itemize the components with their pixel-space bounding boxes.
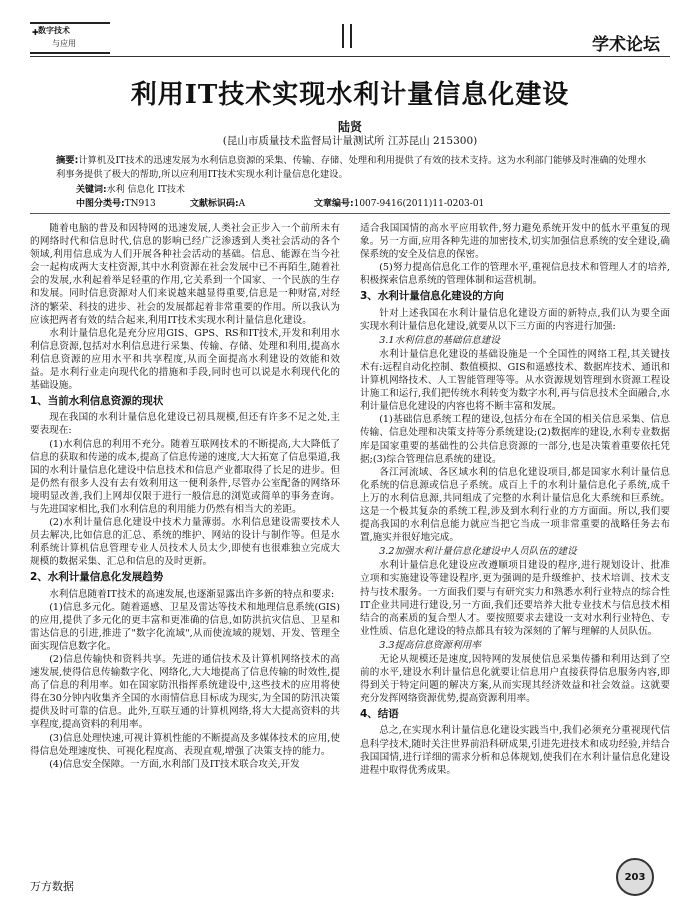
section-4-heading: 4、结语 [360,708,399,721]
section-3-paragraph-1: 针对上述我国在水利计量信息化建设方面的新特点,我们认为要全面实现水利计量信息化建设,就要从以下三方面的内容进行加强: [360,307,670,332]
section-2-paragraph-1: 水利信息随着IT技术的高速发展,也逐渐显露出许多新的特点和要求: [49,588,335,600]
keywords-label: 关键词: [76,185,107,195]
intro-paragraph-2: 水利计量信息化是充分应用GIS、GPS、RS和IT技术,开发和利用水利信息资源,包括对水利信息进行采集、传输、存储、处理和利用,提高水利信息资源的应用水平和共享程度,从而全面提高水利建设的效能和效益。是水利行业走向现代化的措施和手段,同时也可以说是水利现代化的基础设施。 [30,327,340,392]
keywords [76,182,185,195]
subsection-3-1-heading: 3.1水利信息的基础信息建设 [379,334,500,346]
section-1-heading: 1、当前水利信息资源的现状 [30,395,164,408]
page-number-badge [616,858,654,896]
doc-code-value: A [238,199,246,209]
right-column [360,222,670,777]
section-label: 学术论坛 [592,35,660,55]
cross-icon: ✚ [32,28,39,37]
intro-paragraph-1: 随着电脑的普及和因特网的迅速发展,人类社会正步入一个前所未有的网络时代和信息时代,信息的影响已经广泛渗透到人类社会活动的各个领域,利用信息成为人们开展各种社会活动的基础。信息、能源在当今社会一起构成两大支柱资源,其中水利资源在社会发展中已不再陌生,随着社会的发展,水利起着举足轻重的作用,它关系到一个国家、一个民族的生存和发展。同时信息资源对人们来说越来越显得重要,信息是一种财富,对经济的繁荣、科技的进步、社会的发展都起着非常重要的作用。所以我认为应该把两者有效的结合起来,利用IT技术实现水利计量信息化建设。 [30,223,340,326]
right-paragraph-2: (5)努力提高信息化工作的管理水平,重视信息技术和管理人才的培养,积极探索信息系统的管理体制和运营机制。 [360,262,670,287]
subsection-3-2-paragraph-1: 水利计量信息化建设应改遵顺项目建设的程序,进行规划设计、批准立项和实施建设等建设程序,更为强调的是升级维护、技术培训、技术支持与技术服务。一方面我们要与有研究实力和熟悉水利行业特点的综合性IT企业共同进行建设,另一方面,我们还要培养大批专业技术与信息技术相结合的高素质的复合型人才。要按照要求去建设一支对水利行业特色、专业性质、信息化建设的特点都具有较为深刻的了解与理解的人员队伍。 [360,560,670,637]
article-no-label: 文章编号: [314,199,354,209]
subsection-3-1-paragraph-2: (1)基础信息系统工程的建设,包括分布在全国的相关信息采集、信息传输、信息处理和决策支持等分系统建设;(2)数据库的建设,水利专业数据库是国家重要的基础性的公共信息资源的一部分,也是决策着重要依托凭据;(3)综合管理信息系统的建设。 [360,414,670,465]
journal-name-line1: 数字技术 [38,25,70,35]
subsection-3-3-heading: 3.3提高信息资源利用率 [379,639,481,651]
clc-label: 中图分类号: [76,199,125,209]
subsection-3-3-paragraph-1: 无论从规模还是速度,因特网的发展使信息采集传播和利用达到了空前的水平,建设水利计量信息化就要让信息用户直接获得信息服务内容,即得到关于特定问题的解决方案,从而实现其经济效益和社会效益。这就要充分发挥网络资源优势,提高资源利用率。 [360,654,670,705]
continued-paragraph: 适合我国国情的高水平应用软件,努力避免系统开发中的低水平重复的现象。另一方面,应用各种先进的加密技术,切实加强信息系统的安全建设,确保系统的安全及信息的保密。 [360,223,670,261]
abstract-label: 摘要: [56,155,79,166]
publisher-watermark: 万方数据 [30,880,74,893]
article-author: 陆贤 [337,120,362,134]
clc-code [76,196,156,209]
section-2-paragraph-5: (4)信息安全保障。一方面,水利部门及IT技术联合攻关,开发 [49,758,300,770]
author-affiliation: (昆山市质量技术监督局计量测试所 江苏昆山 215300) [222,135,478,147]
journal-logo [30,22,110,54]
page-number: 203 [624,872,646,883]
keywords-text: 水利 信息化 IT技术 [106,185,185,195]
subsection-3-2-heading: 3.2加强水利计量信息化建设中人员队伍的建设 [379,546,577,558]
section-1-paragraph-3: (2)水利计量信息化建设中技术力量薄弱。水利信息建设需要技术人员去解决,比如信息的汇总、系统的维护、网站的设计与制作等。但是水利系统计算机信息管理专业人员技术人员太少,即使有也很难独立完成大规模的数据采集、汇总和信息的及时更新。 [30,517,340,568]
abstract-text: 计算机及IT技术的迅速发展为水利信息资源的采集、传输、存储、处理和利用提供了有效的技术支持。这为水利部门能够及时准确的处理水利事务提供了极大的帮助,所以应利用IT技术实现水利计量信息化建设。 [56,155,646,180]
section-2-heading: 2、水利计量信息化发展趋势 [30,571,164,584]
document-code [190,196,245,209]
section-1-paragraph-2: (1)水利信息的利用不充分。随着互联网技术的不断提高,大大降低了信息的获取和传递的成本,提高了信息传递的速度,大大拓宽了信息渠道,我国的水利计量信息化建设中信息技术和信息产业都取得了长足的进步。但是仍然有很多人没有去有效利用这一便利条件,尽管办公室配备的网络环境明显改善,我们上网却仅限于进行一般信息的浏览或简单的事务查询。与先进国家相比,我们水利信息的利用能力仍然有相当大的差距。 [30,438,340,515]
title-block-rule [30,213,670,214]
article-number [314,196,484,209]
article-no-value: 1007-9416(2011)11-0203-01 [353,199,485,209]
journal-name-line2: 与应用 [52,39,76,48]
subsection-3-1-paragraph-1: 水利计量信息化建设的基础设施是一个全国性的网络工程,其关键技术有:远程自动化控制、数值模拟、GIS和遥感技术、数据库技术、通讯和计算机网络技术、人工智能管理等等。从水资源规划管理到水资源工程设计施工和运行,我们把传统水利转变为数字水利,再与信息技术全面融合,水利计量信息化建设的内容也将不断丰富和发展。 [360,348,670,413]
subsection-3-1-paragraph-3: 各江河流域、各区域水利的信息化建设项目,都是国家水利计量信息化系统的信息源或信息子系统。成百上千的水利计量信息化子系统,成千上万的水利信息源,共同组成了完整的水利计量信息化大系统和巨系统。这是一个极其复杂的系统工程,涉及到水利行业的方方面面。所以,我们要提高我国的水利信息能力就应当把它当成一项非常重要的战略任务去布置,施实并很好地完成。 [360,466,670,544]
abstract [56,154,652,181]
doc-code-label: 文献标识码: [190,199,239,209]
header-divider-bars [340,24,360,48]
left-column [30,222,340,771]
header-rule [30,56,670,57]
clc-value: TN913 [124,199,156,209]
section-2-paragraph-2: (1)信息多元化。随着遥感、卫星及雷达等技术和地理信息系统(GIS)的应用,提供了多元化的更丰富和更准确的信息,如防洪抗灾信息、卫星和雷达信息的引进,推进了"数字化流域",从而使流域的规划、开发、管理全面实现信息数字化。 [30,601,340,652]
section-3-heading: 3、水利计量信息化建设的方向 [360,290,504,303]
section-2-paragraph-4: (3)信息处理快速,可视计算机性能的不断提高及多媒体技术的应用,使得信息处理速度快、可视化程度高、表现直观,增强了决策支持的能力。 [30,732,340,757]
section-1-paragraph-1: 现在我国的水利计量信息化建设已初具规模,但还有许多不足之处,主要表现在: [30,412,340,437]
section-2-paragraph-3: (2)信息传输快和资料共享。先进的通信技术及计算机网络技术的高速发展,使得信息传输数字化、网络化,大大地提高了信息传输的时效性,提高了信息的利用率。如在国家防汛指挥系统建设中,这些技术的应用将使得在30分钟内收集齐全国的水雨情信息目标成为现实,为全国的防汛决策提供及时可靠的信息。此外,互联互通的计算机网络,将大大提高资料的共享程度,提高资料的利用率。 [30,654,340,731]
section-4-paragraph-1: 总之,在实现水利计量信息化建设实践当中,我们必须充分重视现代信息科学技术,随时关注世界前沿科研成果,引进先进技术和成功经验,并结合我国国情,进行详细的需求分析和总体规划,使我们在水利计量信息化建设进程中取得优秀成果。 [360,725,670,776]
article-title: 利用IT技术实现水利计量信息化建设 [130,80,570,110]
